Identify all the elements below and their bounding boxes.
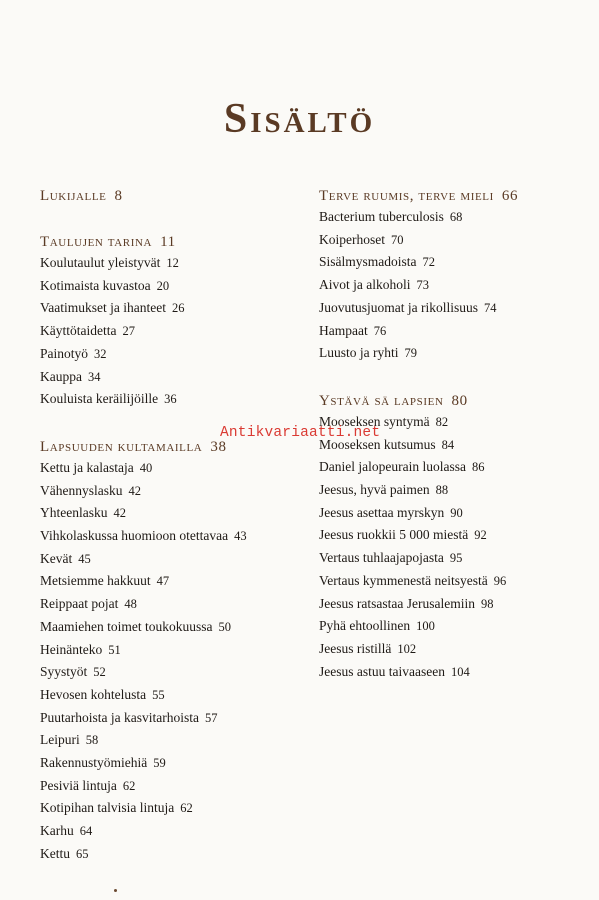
toc-entry-page: 62 [122, 778, 136, 793]
toc-entry-title: Leipuri [40, 732, 80, 748]
toc-section [40, 232, 290, 411]
toc-entry-page: 79 [404, 346, 417, 361]
page-title: Sisältö [223, 96, 376, 143]
toc-right-column [319, 186, 581, 709]
toc-entry-page: 48 [124, 597, 137, 612]
toc-entry [40, 661, 290, 684]
toc-entry-title: Kouluista keräilijöille [40, 391, 159, 407]
toc-entry [40, 366, 290, 389]
toc-entry-title: Daniel jalopeurain luolassa [319, 459, 466, 475]
toc-entry-page: 42 [113, 506, 126, 521]
toc-entry-title: Painotyö [40, 345, 89, 361]
toc-entry-page: 100 [416, 619, 435, 634]
toc-entry [40, 275, 290, 298]
toc-entry-page: 12 [166, 256, 179, 270]
toc-entry-page: 82 [435, 414, 449, 429]
toc-entry-title: Koulutaulut yleistyvät [40, 255, 161, 270]
toc-entry [319, 297, 581, 320]
toc-entry-title: Jeesus asettaa myrskyn [319, 504, 445, 520]
toc-entry-title: Metsiemme hakkuut [40, 573, 151, 589]
toc-entry-page: 55 [152, 687, 165, 702]
toc-entry-title: Hampaat [319, 322, 368, 338]
toc-entry-title: Hevosen kohtelusta [40, 686, 147, 702]
toc-left-column [40, 186, 290, 892]
toc-entry [40, 639, 290, 662]
section-heading-title: Ystävä sä lapsien [319, 392, 444, 409]
toc-entry-title: Kettu ja kalastaja [40, 459, 134, 475]
toc-entry [40, 843, 290, 866]
toc-entry-title: Karhu [40, 823, 74, 839]
toc-entry [319, 229, 581, 252]
toc-entry [319, 638, 581, 661]
toc-entry [319, 274, 581, 297]
toc-entry [40, 457, 290, 480]
toc-entry-page: 102 [397, 641, 417, 656]
toc-entry-page: 76 [373, 323, 387, 338]
toc-entry [40, 707, 290, 730]
toc-entry-title: Puutarhoista ja kasvitarhoista [40, 709, 199, 725]
toc-entry-page: 27 [122, 324, 135, 339]
toc-entry-page: 57 [204, 710, 218, 725]
toc-entry-title: Vaatimukset ja ihanteet [40, 300, 166, 316]
toc-entry-title: Kotipihan talvisia lintuja [40, 800, 175, 816]
toc-entry-page: 88 [435, 483, 449, 498]
toc-entry-page: 74 [484, 300, 497, 315]
toc-entry-title: Kotimaista kuvastoa [40, 277, 151, 293]
section-heading-page: 80 [451, 392, 468, 409]
toc-entry-page: 95 [449, 551, 463, 566]
toc-entry-page: 50 [218, 619, 231, 634]
toc-entry [319, 615, 581, 638]
toc-entry-title: Käyttötaidetta [40, 323, 117, 339]
section-heading-page: 8 [114, 188, 123, 204]
toc-entry-title: Mooseksen syntymä [319, 413, 430, 429]
toc-entry-title: Mooseksen kutsumus [319, 436, 436, 452]
toc-entry-title: Pyhä ehtoollinen [319, 618, 411, 634]
toc-entry-title: Kevät [40, 550, 73, 566]
toc-entry-title: Jeesus ratsastaa Jerusalemiin [319, 595, 475, 611]
toc-entry [319, 342, 581, 365]
section-heading-page: 11 [160, 234, 176, 250]
toc-entry [40, 320, 290, 343]
toc-entry [319, 502, 581, 525]
toc-entry-page: 51 [108, 642, 121, 657]
toc-section-heading [319, 391, 581, 411]
toc-entry-title: Luusto ja ryhti [319, 345, 399, 361]
toc-entry-title: Vähennyslasku [40, 482, 123, 498]
toc-entry-title: Sisälmysmadoista [319, 254, 417, 270]
toc-entry-page: 65 [76, 846, 89, 861]
toc-entry-page: 58 [85, 733, 99, 748]
toc-entry [40, 502, 290, 525]
toc-entry-title: Pesiviä lintuja [40, 777, 117, 793]
toc-section-heading [40, 232, 290, 252]
toc-entry-title: Vertaus kymmenestä neitsyestä [319, 572, 488, 588]
toc-entry-title: Jeesus astuu taivaaseen [319, 663, 445, 679]
section-heading-page: 38 [210, 438, 227, 455]
toc-entry-page: 90 [450, 505, 463, 520]
toc-section [319, 186, 581, 365]
toc-entry-page: 40 [139, 460, 153, 475]
toc-entry-title: Vihkolaskussa huomioon otettavaa [40, 528, 229, 544]
toc-entry [40, 297, 290, 320]
toc-entry-page: 72 [422, 255, 435, 270]
toc-entry-title: Juovutusjuomat ja rikollisuus [319, 299, 479, 315]
toc-entry [319, 547, 581, 570]
toc-section-heading [319, 186, 581, 206]
page-dot [114, 889, 117, 892]
toc-entry-page: 96 [493, 573, 507, 588]
toc-entry-page: 45 [78, 551, 91, 566]
toc-entry [40, 729, 290, 752]
toc-entry-page: 36 [164, 392, 177, 407]
toc-entry-page: 70 [390, 232, 404, 247]
toc-entry-title: Syystyöt [40, 664, 88, 680]
toc-entry-page: 98 [480, 596, 494, 611]
toc-section [40, 437, 290, 866]
toc-entry-page: 20 [156, 278, 170, 293]
toc-entry-title: Reippaat pojat [40, 596, 119, 612]
toc-entry-title: Kauppa [40, 368, 82, 384]
toc-entry-title: Jeesus ruokkii 5 000 miestä [319, 527, 469, 543]
toc-entry-title: Kettu [40, 845, 70, 861]
toc-entry [40, 252, 290, 275]
toc-entry-page: 26 [171, 301, 185, 316]
toc-entry-page: 43 [234, 529, 247, 544]
toc-entry [319, 570, 581, 593]
toc-entry-title: Bacterium tuberculosis [319, 209, 444, 224]
toc-entry-page: 64 [79, 824, 93, 839]
toc-entry-title: Jeesus ristillä [319, 640, 392, 656]
watermark: Antikvariaatti.net [220, 425, 381, 441]
toc-entry-title: Yhteenlasku [40, 505, 108, 521]
toc-entry [40, 343, 290, 366]
toc-entry [319, 661, 581, 684]
toc-entry-page: 59 [153, 756, 166, 771]
toc-entry [40, 820, 290, 843]
toc-entry [40, 525, 290, 548]
toc-entry [40, 684, 290, 707]
toc-entry [40, 752, 290, 775]
toc-entry-page: 52 [93, 665, 106, 680]
toc-entry-page: 104 [450, 664, 470, 679]
toc-entry [319, 593, 581, 616]
toc-entry-page: 73 [416, 278, 429, 293]
toc-entry [40, 548, 290, 571]
toc-entry-title: Jeesus, hyvä paimen [319, 482, 430, 498]
section-heading-title: Terve ruumis, terve mieli [319, 188, 494, 204]
toc-entry [40, 616, 290, 639]
toc-entry [319, 456, 581, 479]
toc-entry-page: 32 [94, 346, 107, 361]
toc-entry [40, 388, 290, 411]
toc-entry [319, 524, 581, 547]
toc-section-heading [40, 186, 290, 206]
toc-entry [40, 570, 290, 593]
section-heading-title: Lapsuuden kultamailla [40, 438, 203, 455]
toc-entry-title: Aivot ja alkoholi [319, 277, 411, 293]
toc-entry-page: 34 [87, 369, 101, 384]
toc-entry-title: Maamiehen toimet toukokuussa [40, 618, 213, 634]
toc-entry-page: 86 [471, 460, 485, 475]
section-heading-title: Lukijalle [40, 188, 107, 204]
toc-entry-page: 84 [441, 437, 455, 452]
section-heading-page: 66 [501, 188, 519, 204]
toc-entry-page: 92 [474, 528, 487, 543]
toc-entry-title: Heinänteko [40, 641, 103, 657]
toc-entry-page: 62 [180, 801, 193, 816]
toc-entry [319, 206, 581, 229]
toc-entry-page: 42 [128, 483, 141, 498]
toc-entry-page: 68 [449, 210, 463, 224]
toc-section [40, 186, 290, 206]
toc-entry [319, 479, 581, 502]
toc-entry [40, 480, 290, 503]
toc-entry [319, 251, 581, 274]
toc-entry [319, 320, 581, 343]
toc-entry [40, 775, 290, 798]
toc-entry-title: Vertaus tuhlaajapojasta [319, 550, 444, 566]
toc-entry-page: 47 [156, 574, 170, 589]
toc-entry [40, 797, 290, 820]
toc-entry-title: Koiperhoset [319, 231, 385, 247]
toc-entry [40, 593, 290, 616]
section-heading-title: Taulujen tarina [40, 234, 153, 250]
toc-entry-title: Rakennustyömiehiä [40, 755, 148, 771]
